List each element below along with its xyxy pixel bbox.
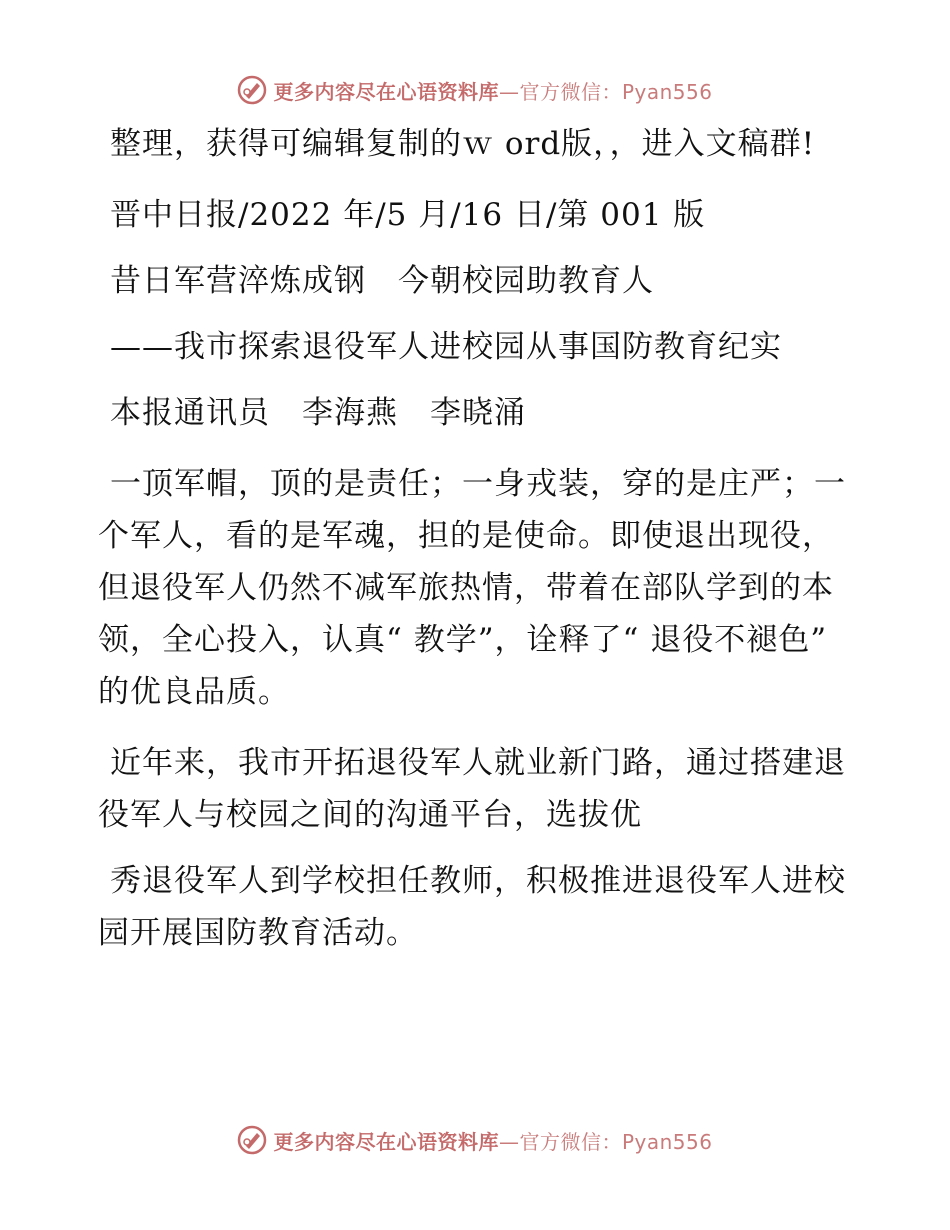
footer-watermark (237, 1125, 712, 1155)
pen-logo-icon (237, 75, 267, 105)
header-watermark (237, 75, 712, 105)
watermark-lead: 更多内容尽在心语资料库 (273, 1129, 499, 1154)
pen-logo-icon (237, 1125, 267, 1155)
article-title: 昔日军营淬炼成钢 今朝校园助教育人 (110, 263, 654, 299)
watermark-text (273, 76, 712, 105)
article-subtitle: ——我市探索退役军人进校园从事国防教育纪实 (110, 329, 782, 365)
source-line: 晋中日报/2022 年/5 月/16 日/第 001 版 (110, 197, 706, 233)
footer-watermark-banner (0, 1120, 950, 1160)
watermark-contact: —官方微信：Pyan556 (498, 1129, 713, 1154)
byline: 本报通讯员 李海燕 李晓涌 (110, 395, 526, 431)
body-paragraph-2: 近年来，我市开拓退役军人就业新门路，通过搭建退役军人与校园之间的沟通平台，选拔优 (98, 745, 846, 833)
watermark-contact: —官方微信：Pyan556 (498, 79, 713, 104)
body-paragraph-3: 秀退役军人到学校担任教师，积极推进退役军人进校园开展国防教育活动。 (98, 863, 846, 951)
intro-note: 整理，获得可编辑复制的ｗ ord版，，进入文稿群! (110, 126, 816, 162)
header-watermark-banner (0, 70, 950, 110)
document-body (98, 118, 858, 978)
body-paragraph-1: 一顶军帽，顶的是责任；一身戎装，穿的是庄严；一个军人，看的是军魂，担的是使命。即使退出现役，但退役军人仍然不减军旅热情，带着在部队学到的本领，全心投入，认真“ 教学”，诠释了“ 退役不褪色” 的优良品质。 (98, 466, 846, 710)
watermark-lead: 更多内容尽在心语资料库 (273, 79, 499, 104)
watermark-text (273, 1126, 712, 1155)
